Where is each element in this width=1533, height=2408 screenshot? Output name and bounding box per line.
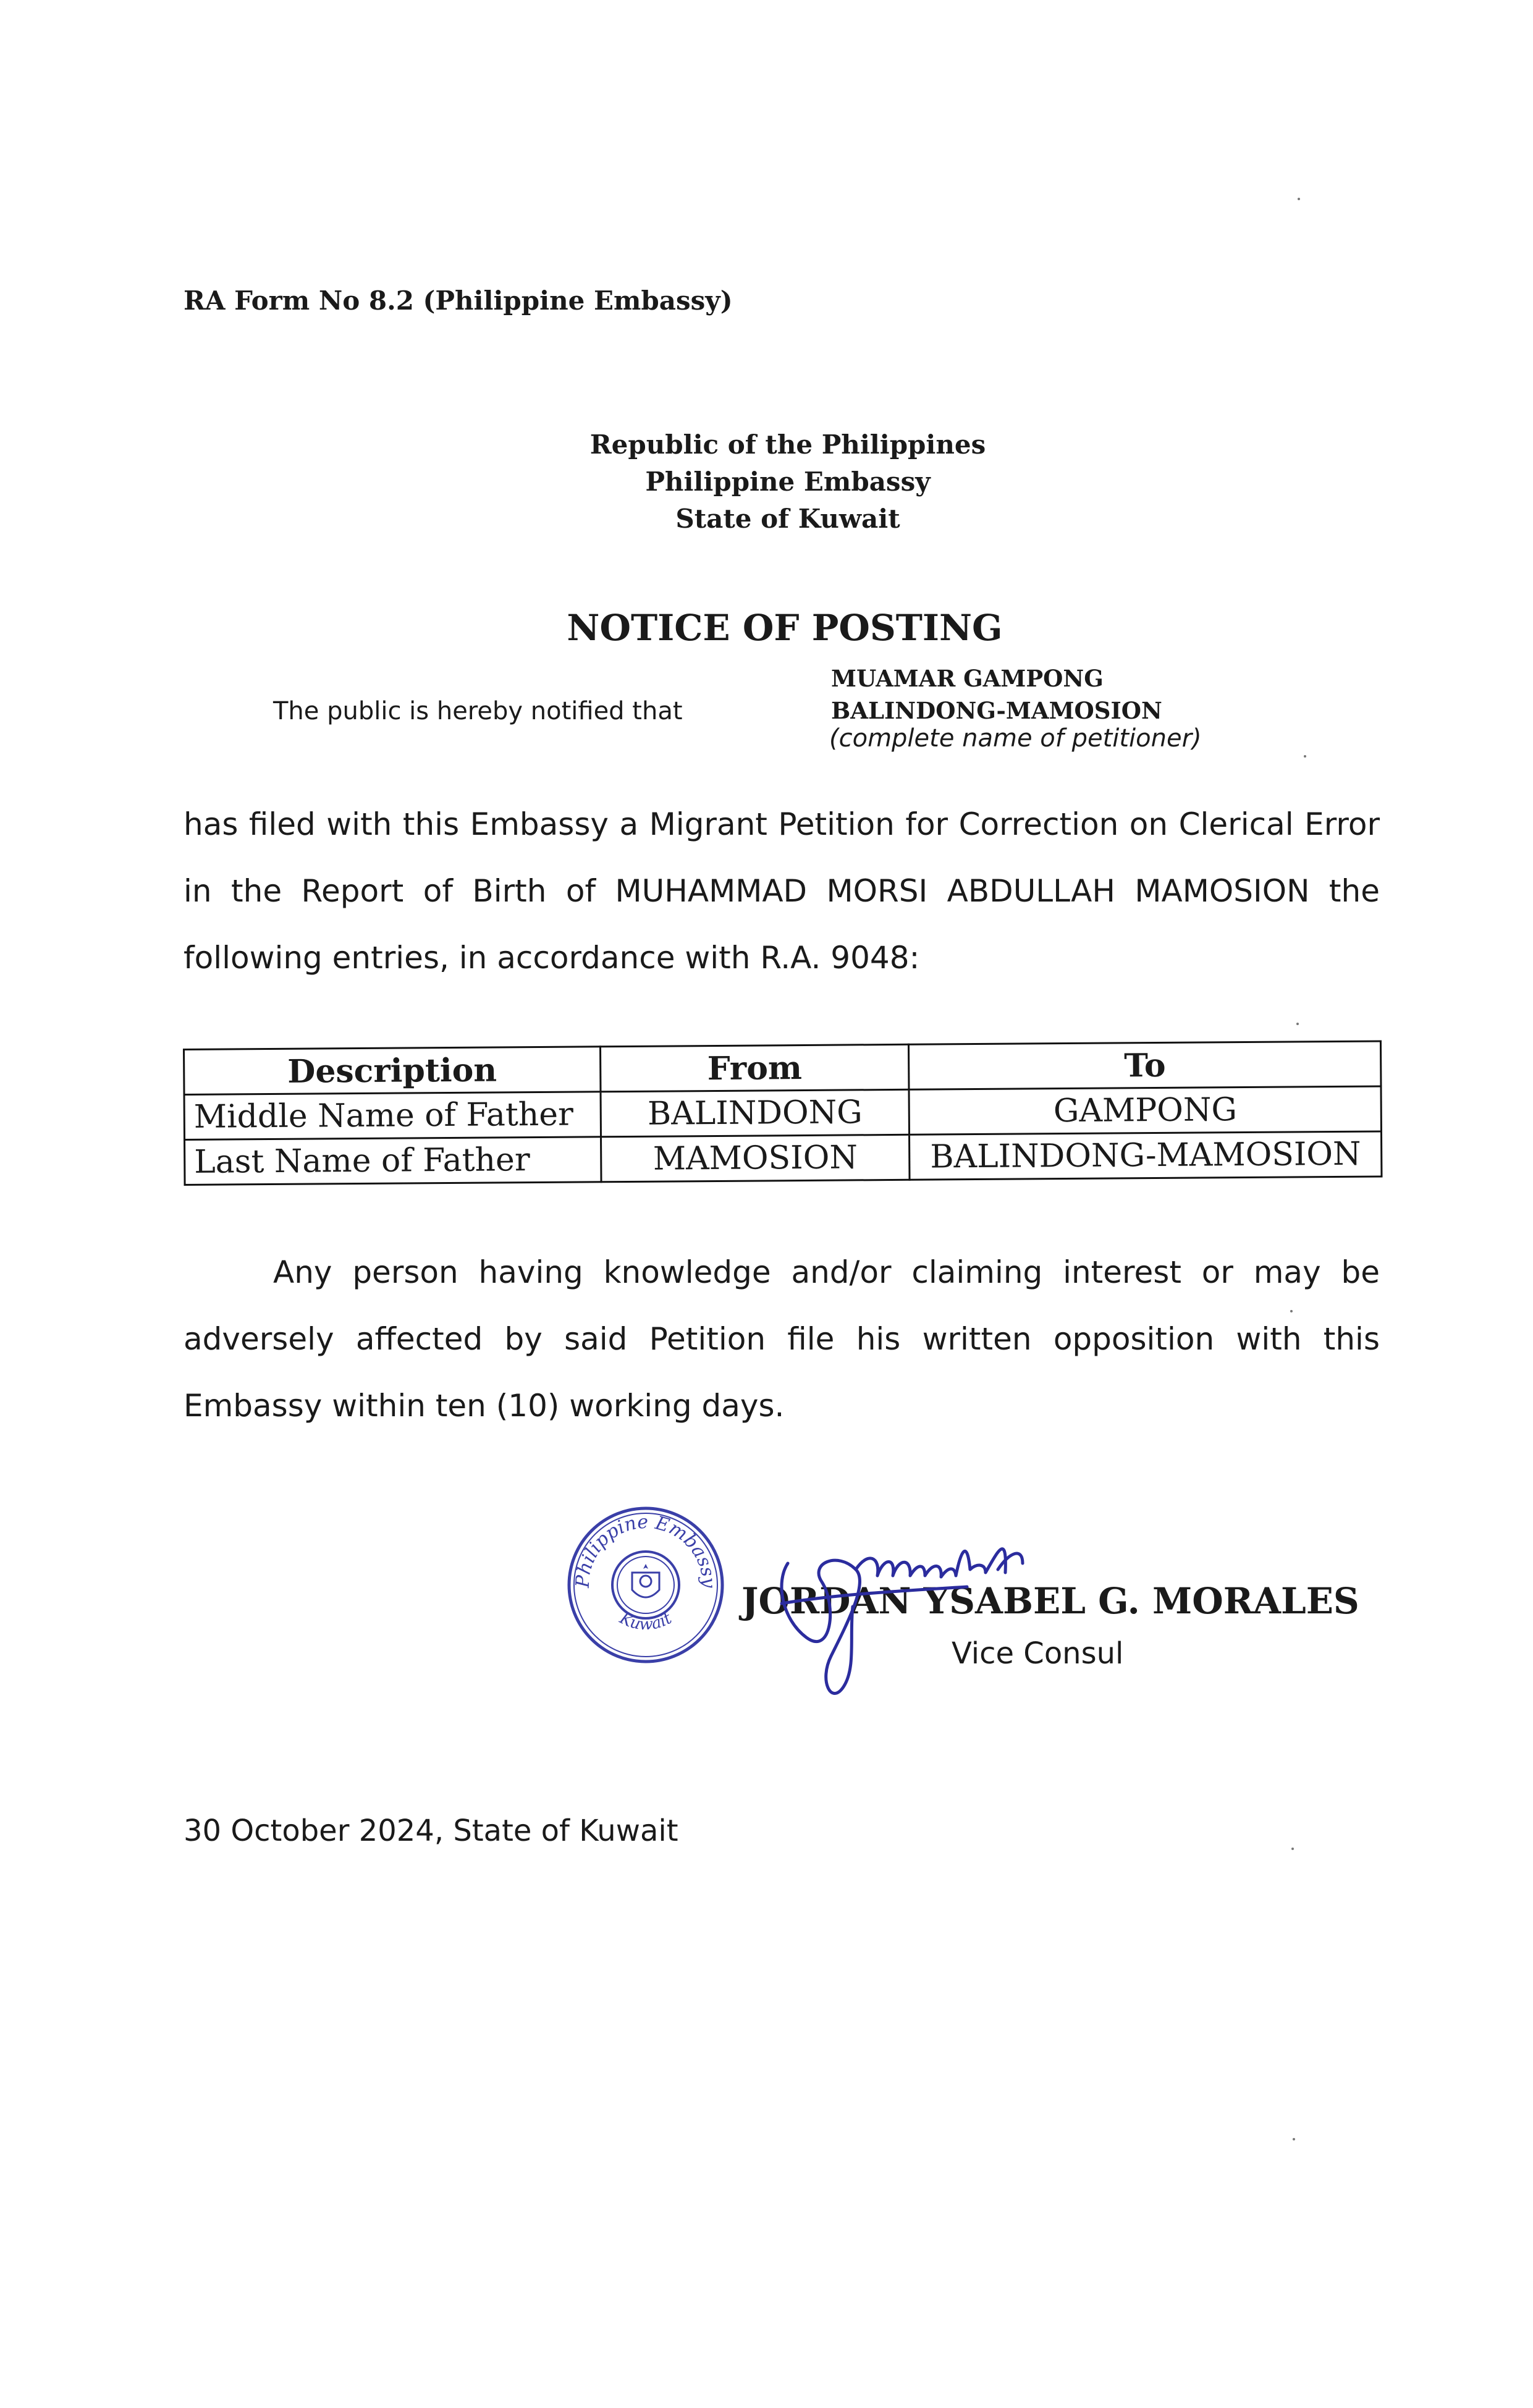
form-number-label: RA Form No 8.2 (Philippine Embassy) xyxy=(184,285,733,316)
table-row xyxy=(185,1131,1382,1185)
header-description: Description xyxy=(184,1047,601,1095)
corrections-table xyxy=(183,1040,1383,1186)
seal-bottom-text: Kuwait xyxy=(616,1608,675,1634)
petitioner-name xyxy=(831,662,1162,727)
scan-speck xyxy=(1298,198,1300,200)
header-country: Republic of the Philippines xyxy=(589,429,986,460)
header-embassy: Philippine Embassy xyxy=(645,467,931,497)
scan-speck xyxy=(1293,2138,1295,2140)
header-location: State of Kuwait xyxy=(675,504,900,534)
header-to: To xyxy=(909,1041,1381,1089)
signatory-name: JORDAN YSABEL G. MORALES xyxy=(741,1580,1359,1622)
cell-from: BALINDONG xyxy=(601,1089,910,1136)
petitioner-name-line1: MUAMAR GAMPONG xyxy=(831,665,1104,692)
scan-speck xyxy=(1291,1848,1294,1850)
header-from: From xyxy=(600,1044,909,1091)
cell-to: BALINDONG-MAMOSION xyxy=(910,1131,1382,1180)
seal-top-text: Philippine Embassy xyxy=(572,1511,720,1589)
petitioner-caption: (complete name of petitioner) xyxy=(829,724,1202,753)
handwritten-signature-icon xyxy=(763,1514,1084,1718)
scan-speck xyxy=(1290,1310,1293,1312)
petitioner-name-line2: BALINDONG-MAMOSION xyxy=(831,697,1162,724)
signatory-title: Vice Consul xyxy=(952,1636,1124,1671)
cell-from: MAMOSION xyxy=(601,1134,910,1181)
notice-lead-text: The public is hereby notified that xyxy=(273,697,683,725)
petition-paragraph: has filed with this Embassy a Migrant Petition for Correction on Clerical Error in the Report of Birth of MUHAMMAD MORSI ABDULLAH MAMOSION the following entries, in accordance with R.A. 9048: xyxy=(184,806,1380,976)
document-title: NOTICE OF POSTING xyxy=(567,607,1003,649)
embassy-seal-icon xyxy=(565,1505,726,1665)
svg-text:Philippine Embassy xyxy=(572,1511,720,1589)
table-header-row xyxy=(184,1041,1381,1095)
date-and-place: 30 October 2024, State of Kuwait xyxy=(184,1814,678,1848)
table-row xyxy=(184,1086,1381,1140)
cell-description: Last Name of Father xyxy=(185,1137,601,1185)
opposition-paragraph: Any person having knowledge and/or claiming interest or may be adversely affected by said Petition file his written opposition with this Embassy within ten (10) working days. xyxy=(184,1254,1380,1424)
scan-speck xyxy=(1296,1023,1299,1025)
svg-text:Kuwait xyxy=(616,1609,675,1634)
scan-speck xyxy=(1304,755,1306,758)
cell-description: Middle Name of Father xyxy=(184,1092,601,1140)
cell-to: GAMPONG xyxy=(909,1086,1381,1134)
